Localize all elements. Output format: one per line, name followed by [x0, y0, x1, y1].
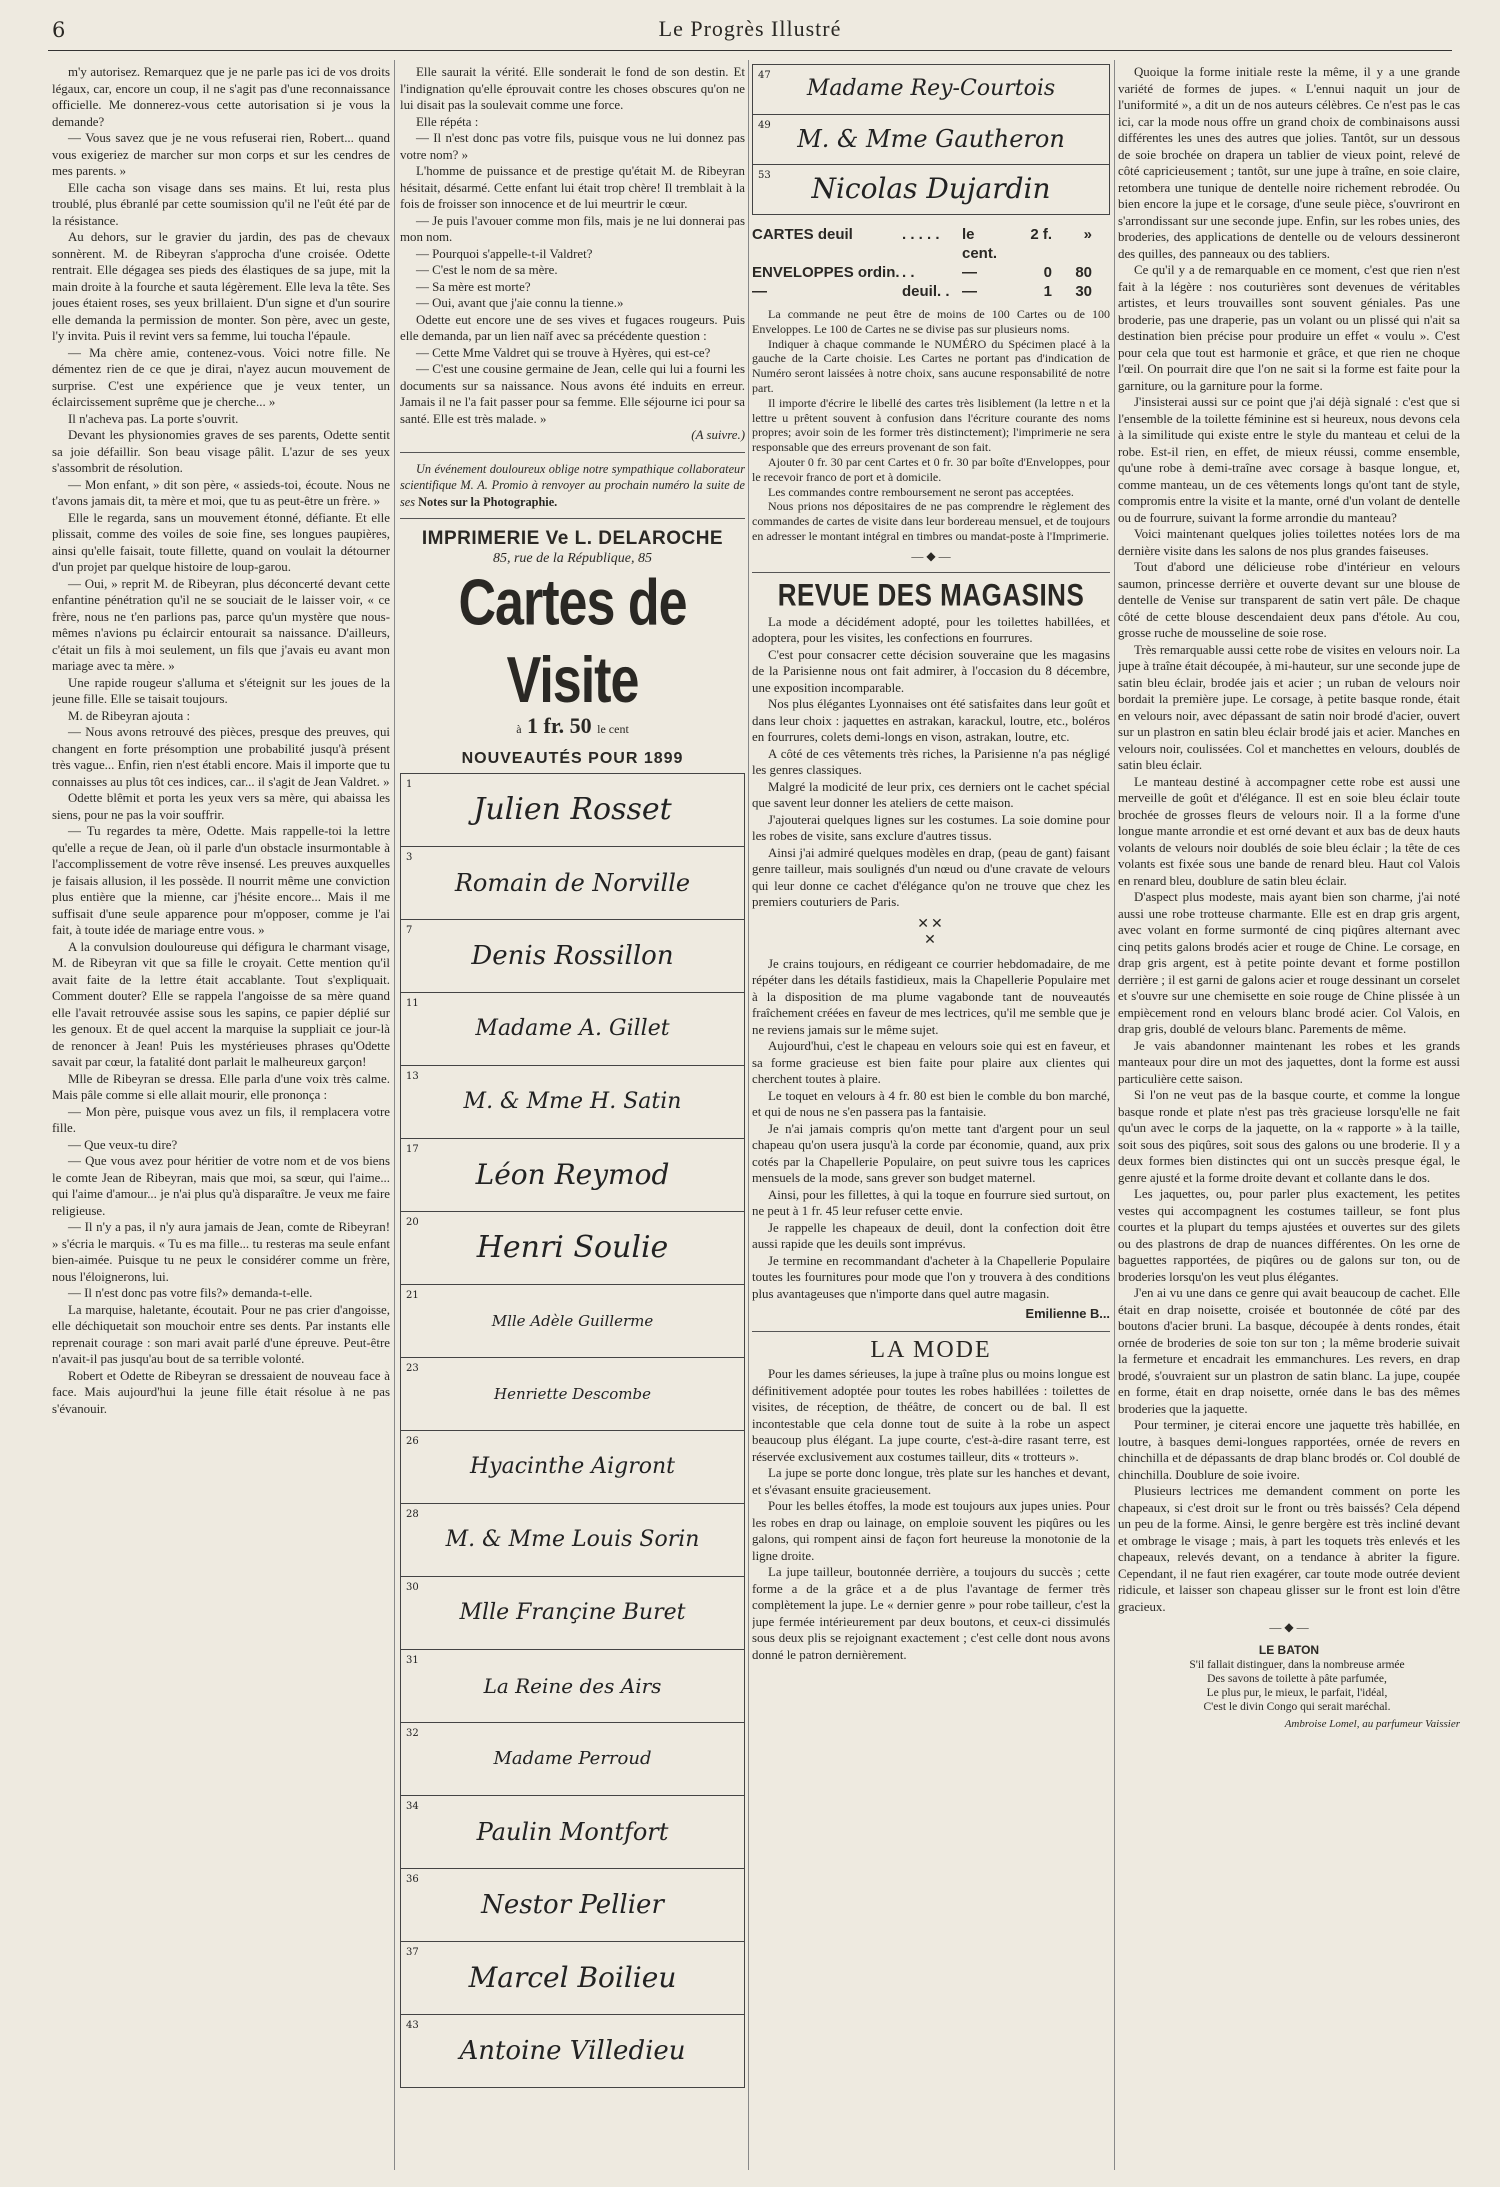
visiting-card-specimen: [401, 1650, 744, 1723]
paragraph: J'en ai vu une dans ce genre qui avait beaucoup de cachet. Elle était en drap noisette, croisée et boutonnée de côté par des boutons d'acier bruni. La basque, découpée à dents rondes, était ornée de broderies de soie ton sur ton ; la même broderie suivait la fermeture et encadrait les emmanchures. Les revers, en drap brodé, s'ouvraient sur un plastron de satin blanc. La jupe, coupée en forme, était en drap noisette, ornée dans le bas des mêmes broderies que la jaquette.: [1118, 1286, 1460, 1416]
paragraph: — Que veux-tu dire?: [68, 1137, 178, 1152]
paragraph: J'insisterai aussi sur ce point que j'ai déjà signalé : c'est que si l'ensemble de la toilette féminine est si heureux, nous devons cela à la similitude qui existe entre le style du manteau et celui de la robe. Est-il rien, en effet, de mieux réussi, comme ensemble, qu'une robe à demi-traîne avec corsage à basque longue, et, comme manteau, un de ces vêtements longs qu'ont tant de style, compromis entre la visite et la mante, orné d'un volant de dentelle ou de fourrure, suivant la forme arrondie du manteau?: [1118, 395, 1460, 525]
specimen-name: La Reine des Airs: [483, 1673, 662, 1698]
paragraph: Odette blêmit et porta les yeux vers sa mère, qui abaissa les siens, pour ne pas la voir souffrir.: [52, 791, 390, 822]
specimen-name: Julien Rosset: [473, 791, 672, 827]
paragraph: Elle répéta :: [416, 114, 479, 129]
paragraph: Tout d'abord une délicieuse robe d'intérieur en velours saumon, princesse derrière et ouverte devant sur une blouse de dentelle de Venise sur transparent de satin vert pâle. De chaque côté de cette blouse descendaient deux pans d'étole. Au cou, grosse ruche de mousseline de soie rose.: [1118, 560, 1460, 640]
paragraph: Ainsi j'ai admiré quelques modèles en drap, (peau de gant) faisant genre tailleur, mais soulignés d'un nœud ou d'une cravate de velours qui leur donne ce cachet d'élégance qu'on ne trouve que chez les premiers couturiers de Paris.: [752, 845, 1110, 910]
page-number: 6: [52, 18, 66, 42]
specimen-name: Madame Perroud: [493, 1747, 652, 1769]
price-unit: —: [962, 283, 977, 300]
paragraph: — Mon enfant, » dit son père, « assieds-toi, écoute. Nous ne t'avons jamais dit, ta mère et moi, que tu as peut-être un frère. »: [52, 477, 390, 508]
paragraph: — Je puis l'avouer comme mon fils, mais je ne lui donnerai pas mon nom.: [400, 213, 745, 244]
paragraph: Ainsi, pour les fillettes, à qui la toque en fourrure sied surtout, on ne peut à 1 fr. 45 leur refuser cette envie.: [752, 1187, 1110, 1219]
a-suivre: (A suivre.): [691, 428, 745, 442]
mode-text-continued: [1118, 64, 1460, 1615]
header-rule: [48, 50, 1452, 51]
feuilleton-continued: [400, 64, 745, 427]
price-unit: le cent.: [962, 226, 998, 262]
ad-nouveautes: NOUVEAUTÉS POUR 1899: [461, 749, 684, 767]
visiting-card-specimen: [401, 1285, 744, 1358]
price-table: [752, 225, 1110, 301]
paragraph: Il n'acheva pas. La porte s'ouvrit.: [68, 411, 239, 426]
price-c: 30: [1075, 283, 1092, 300]
paragraph: D'aspect plus modeste, mais ayant bien son charme, j'ai noté aussi une robe trotteuse charmante. Elle est en drap gris argent, avec volant en forme surmonté de cinq piqûres alternant avec cinq petits galons brodés acier et rouge de Chine. Le corsage, en drap gris argent, est à petite pointe devant et forme postillon derrière ; il est garni de galons acier et rouge dessinant un corselet et s'ouvre sur une chemisette en soie rouge de Chine plissée à un empiècement rond en velours blanc brodé acier. Col Valois, en drap gris, doublé de velours blanc. Parements de même.: [1118, 890, 1460, 1036]
paragraph: La commande ne peut être de moins de 100 Cartes ou de 100 Enveloppes. Le 100 de Cartes ne se divise pas sur plusieurs noms.: [752, 307, 1110, 336]
paragraph: — Nous avons retrouvé des pièces, presque des preuves, qui changent en forte présomption une probabilité jusqu'à présent très vague... Enfin, rien n'est établi encore. Mais il importe que tu connaisses au plus tôt ces indices, car... il s'agit de Jean Valdret. »: [52, 725, 390, 789]
column-3: [752, 64, 1110, 2164]
paragraph: Elle cacha son visage dans ses mains. Et lui, resta plus troublé, plus ébranlé par cette soumission qu'il ne l'eût été par de la résistance.: [52, 180, 390, 228]
paragraph: Pour terminer, je citerai encore une jaquette très habillée, en loutre, à basques demi-longues rapportées, ornée de revers en chinchilla et de dépassants de drap blanc brodés or. Col doublé de chinchilla. Doublure de soie ivoire.: [1118, 1418, 1460, 1482]
paragraph: Je rappelle les chapeaux de deuil, dont la confection doit être aussi rapide que les deuils sont imprévus.: [752, 1220, 1110, 1252]
specimen-name: Mlle Françine Buret: [459, 1599, 686, 1625]
specimen-number: 7: [406, 925, 413, 936]
paragraph: La marquise, haletante, écoutait. Pour ne pas crier d'angoisse, elle déchiquetait son mouchoir entre ses dents. Par instants elle reprenait courage : son mari avait parlé d'une épreuve. Peut-être n'avait-il pas jusqu'au bout de sa terrible volonté.: [52, 1302, 390, 1366]
paragraph: — Vous savez que je ne vous refuserai rien, Robert... quand vous exigeriez de marcher sur mon corps et sur les cendres de mes parents. »: [52, 131, 390, 178]
visiting-card-specimen: [401, 774, 744, 847]
ornament: — ◆ —: [1269, 1620, 1309, 1634]
visiting-card-specimen: [401, 1796, 744, 1869]
visiting-card-specimen: [401, 1212, 744, 1285]
paragraph: Aujourd'hui, c'est le chapeau en velours soie qui est en faveur, et sa forme gracieuse est bien faite pour plaire aux clientes qui cherchent toutes à plaire.: [752, 1039, 1110, 1087]
paragraph: Odette eut encore une de ses vives et fugaces rougeurs. Puis elle demanda, par un lien naïf avec sa précédente question :: [400, 312, 745, 343]
baton-verses: [1118, 1658, 1460, 1714]
paragraph: Devant les physionomies graves de ses parents, Odette sentit sa joie défaillir. Son beau visage pâlit. L'azur de ses yeux s'assombrit de résolution.: [52, 428, 390, 475]
ad-printer-name: IMPRIMERIE Ve L. DELAROCHE: [421, 528, 724, 549]
specimen-number: 1: [406, 779, 413, 790]
price-unit: —: [962, 264, 977, 281]
paragraph: Nos plus élégantes Lyonnaises ont été satisfaites dans leur goût et dans leur choix : jaquettes en astrakan, karackul, loutre, etc., boléros en fourrures, colets demi-longs en vison, astrakan, loutre, etc.: [752, 697, 1110, 745]
specimen-name: Nestor Pellier: [481, 1889, 664, 1920]
paragraph: Pour les dames sérieuses, la jupe à traîne plus ou moins longue est définitivement adoptée pour toutes les robes habillées : toilettes de visites, de réception, de théâtre, de concert ou de bal. Il est incontestable que cela donne tout de suite à la robe un aspect beaucoup plus élégant. La jupe courte, c'est-à-dire rasant terre, est réservée exclusivement aux costumes tailleur, dits « trotteurs ».: [752, 1367, 1110, 1464]
price-fr: 1: [1043, 283, 1052, 300]
specimen-number: 28: [406, 1509, 419, 1520]
paragraph: — Que vous avez pour héritier de votre nom et de vos biens le comte Jean de Ribeyran, mais que moi, sa sœur, qui l'aime... qui l'aime d'amour... je n'ai plus qu'à disparaître. Je veux me faire religieuse.: [52, 1154, 390, 1218]
card-specimens: [400, 773, 745, 2088]
visiting-card-specimen: [753, 165, 1109, 215]
baton-author: Ambroise Lomel, au parfumeur Vaissier: [1284, 1718, 1460, 1730]
column-rule: [1114, 60, 1115, 2170]
paragraph: Il importe d'écrire le libellé des cartes très lisiblement (la lettre n et la lettre u prêtent souvent à confusion dans l'écriture courante des noms propres; avoir soin de les former très distinctement); l'imprimerie ne sera responsable que des erreurs provenant de son fait.: [752, 395, 1110, 455]
paragraph: — Oui, avant que j'aie connu la tienne.»: [416, 296, 624, 310]
paragraph: Mlle de Ribeyran se dressa. Elle parla d'une voix très calme. Mais pâle comme si elle allait mourir, elle prononça :: [52, 1071, 390, 1102]
paragraph: Une rapide rougeur s'alluma et s'éteignit sur les joues de la jeune fille. Elle se taisait toujours.: [52, 675, 390, 706]
price-row: [752, 225, 1110, 263]
paragraph: — Tu regardes ta mère, Odette. Mais rappelle-toi la lettre qu'elle a reçue de Jean, où il parle d'un obstacle insurmontable à l'accomplissement de votre rêve insensé. Les preuves auxquelles je faisais allusion, il les possède. Il nourrit même une conviction plus entière que la mienne, car j'hésite encore... Mais il me suffisait d'une seule apparence pour m'opposer, comme je l'ai fait, à toute idée de mariage entre vous. »: [52, 824, 390, 937]
paragraph: — Il n'y a pas, il n'y aura jamais de Jean, comte de Ribeyran! » s'écria le marquis. « Tu es ma fille... tu resteras ma seule enfant bien-aimée. Puisque tu ne peux le considérer comme un frère, nous l'éloignerons, lui.: [52, 1220, 390, 1284]
paragraph: J'ajouterai quelques lignes sur les costumes. La soie domine pour les robes de visite, sans exclure d'autres tissus.: [752, 812, 1110, 844]
specimen-number: 32: [406, 1728, 419, 1739]
price-row: [752, 282, 1110, 301]
price-label: CARTES deuil: [752, 226, 853, 243]
mode-title: LA MODE: [870, 1336, 992, 1363]
specimen-name: M. & Mme H. Satin: [463, 1088, 682, 1114]
paragraph: Plusieurs lectrices me demandent comment on porte les chapeaux, si c'est droit sur le front ou très baissés? Cela dépend un peu de la forme. Ainsi, le genre bergère est très incliné devant et ombrage le visage ; mais, à part les toquets très enlevés et les chapeaux, relevés devant, on a tendance à abriter la figure. Cependant, il ne faut rien exagérer, car toute mode outrée devient ridicule, et laisser son chapeau glisser sur le front est loin d'être gracieux.: [1118, 1484, 1460, 1614]
revue-text: [752, 614, 1110, 911]
ad-price: à 1 fr. 50 le cent: [516, 712, 629, 738]
visiting-card-specimen: [401, 1942, 744, 2015]
column-rule: [394, 60, 395, 2170]
specimen-number: 43: [406, 2020, 419, 2031]
paragraph: Pour les belles étoffes, la mode est toujours aux jupes unies. Pour les robes en drap ou lainage, on emploie souvent les piqûres ou les galons, qui rompent ainsi de façon fort heureuse la monotonie de la ligne droite.: [752, 1499, 1110, 1563]
paragraph: A côté de ces vêtements très riches, la Parisienne n'a pas négligé les genres classiques.: [752, 746, 1110, 778]
verse-line: Des savons de toilette à pâte parfumée,: [1207, 1673, 1387, 1685]
price-c: »: [1083, 226, 1092, 243]
column-rule: [748, 60, 749, 2170]
visiting-card-specimen: [401, 1431, 744, 1504]
price-fr: 0: [1043, 264, 1052, 281]
specimen-number: 53: [758, 170, 771, 181]
column-1-feuilleton: [52, 64, 390, 2164]
price-dots: . . . . .: [902, 226, 940, 243]
specimen-name: Antoine Villedieu: [459, 2035, 686, 2066]
visiting-card-specimen: [401, 1358, 744, 1431]
specimen-number: 11: [406, 998, 419, 1009]
revue-title: REVUE DES MAGASINS: [777, 577, 1085, 614]
specimen-number: 3: [406, 852, 413, 863]
specimen-name: Hyacinthe Aigront: [469, 1453, 676, 1479]
verse-line: Le plus pur, le mieux, le parfait, l'idéal,: [1206, 1687, 1388, 1699]
baton-title: LE BATON: [1258, 1642, 1320, 1657]
specimen-name: M. & Mme Louis Sorin: [445, 1526, 700, 1552]
specimen-name: Romain de Norville: [454, 868, 691, 897]
specimen-number: 30: [406, 1582, 419, 1593]
paragraph: Ajouter 0 fr. 30 par cent Cartes et 0 fr. 30 par boîte d'Enveloppes, pour le recevoir franco de port et à domicile.: [752, 454, 1110, 484]
paragraph: — C'est le nom de sa mère.: [416, 263, 558, 277]
paragraph: Au dehors, sur le gravier du jardin, des pas de chevaux sonnèrent. M. de Ribeyran s'approcha d'une croisée. Odette rentrait. Elle dégagea ses pieds des élastiques de sa jupe, mit la main droite à la fourche et sauta légèrement. Elle leva la tête. Ses joues étaient roses, ses yeux brillaient. D'un signe et d'un sourire elle demanda la permission de monter. Son père, avec un geste, l'y invita. Puis il revint vers sa femme, lui toucha l'épaule.: [52, 230, 390, 343]
visiting-card-specimen: [401, 1066, 744, 1139]
visiting-card-specimen: [401, 1504, 744, 1577]
specimen-name: Paulin Montfort: [476, 1817, 669, 1846]
paragraph: Le manteau destiné à accompagner cette robe est aussi une merveille de goût et d'élégance. Il est en soie bleu éclair toute brochée de grosses fleurs de velours noir. Il a la forme d'une longue mante arrondie et est orné devant et aux bas de deux hauts volants de velours noir doublés de soie bleu éclair ; la tête de ces volants est fixée sous une bande de renard bleu. Haut col Valois en renard bleu, doublure de satin bleu éclair.: [1118, 774, 1460, 888]
asterism: ✕✕ ✕: [917, 916, 945, 949]
specimen-number: 26: [406, 1436, 419, 1447]
paragraph: Le toquet en velours à 4 fr. 80 est bien le comble du bon marché, et qui de nous ne s'en passera pas la fantaisie.: [752, 1088, 1110, 1120]
specimen-number: 37: [406, 1947, 419, 1958]
revue-signature: Emilienne B...: [1025, 1306, 1110, 1322]
specimen-name: M. & Mme Gautheron: [797, 125, 1065, 154]
price-fr: 2 f.: [1030, 226, 1052, 243]
specimen-number: 47: [758, 70, 771, 81]
separator: [752, 572, 1110, 573]
separator: [400, 452, 745, 453]
paragraph: — Ma chère amie, contenez-vous. Voici notre fille. Ne démentez rien de ce que je dirai, n'ayez aucun mouvement de surprise. C'est une expérience que je veux tenter, un éclaircissement suprême que je cherche... »: [52, 345, 390, 409]
paragraph: Ce qu'il y a de remarquable en ce moment, c'est que rien n'est fait à la légère : nos couturières sont devenues de véritables artistes, et leurs trouvailles sont souvent géniales. Pas une broderie, pas une draperie, pas un volant ou un plissé qui n'ait sa destination bien précise pour produire un effet « voulu ». C'est pour cela que tout est harmonie et grâce, et que rien ne choque l'œil. On pourrait dire que l'on ne sait si la forme est faite pour la garniture, ou la garniture pour la forme.: [1118, 263, 1460, 393]
visiting-card-specimen: [753, 65, 1109, 115]
visiting-card-specimen: [401, 920, 744, 993]
notice: Un événement douloureux oblige notre sympathique collaborateur scientifique M. A. Promio à renvoyer au prochain numéro la suite de ses Notes sur la Photographie.: [400, 461, 745, 509]
price-row: [752, 263, 1110, 282]
visiting-card-specimen: [401, 1869, 744, 1942]
masthead: Le Progrès Illustré: [658, 16, 842, 41]
visiting-card-specimen: [401, 1139, 744, 1212]
verse-line: S'il fallait distinguer, dans la nombreuse armée: [1189, 1659, 1405, 1671]
ornament: — ◆ —: [911, 548, 951, 563]
paragraph: La jupe se porte donc longue, très plate sur les hanches et devant, et s'évasant ensuite gracieusement.: [752, 1466, 1110, 1497]
separator: [752, 1331, 1110, 1332]
paragraph: Indiquer à chaque commande le NUMÉRO du Spécimen placé à la gauche de la Carte choisie. Les Cartes ne portant pas d'indication de Numéro seront laissées à notre choix, sans aucune responsabilité de notre part.: [752, 336, 1110, 395]
specimen-number: 36: [406, 1874, 419, 1885]
paragraph: A la convulsion douloureuse qui défigura le charmant visage, M. de Ribeyran vit que sa fille le croyait. Cette mention qu'il avait faite de la lettre était accablante. Tout s'expliquait. Comment douter? Elle se rappela l'angoisse de sa mère quand elle l'avait retrouvée assise sous les sapins, ce papier déplié sur les genoux. Et de quel accent la marquise la suppliait ce jour-là de renoncer à Jean! Puis les mystérieuses phrases qu'Odette savait par cœur, la fatalité dont parlait le malheureux garçon!: [52, 939, 390, 1069]
ad-address: 85, rue de la République, 85: [492, 551, 653, 566]
price-label: ENVELOPPES ordin.: [752, 264, 900, 281]
specimen-number: 21: [406, 1290, 419, 1301]
paragraph: Robert et Odette de Ribeyran se dressaient de nouveau face à face. Mais aujourd'hui la jeune fille était résolue à ne pas s'évanouir.: [52, 1368, 390, 1416]
paragraph: Très remarquable aussi cette robe de visites en velours noir. La jupe à traîne était découpée, à mi-hauteur, sur une seconde jupe de satin bleu éclair, brodée jais et acier ; un ruban de velours noir bordait la première jupe. Le corsage, à petite basque ronde, était en velours noir, avec dépassant de satin noir brodé d'acier, ouvert sur un plastron en satin bleu éclair brodé jais et acier. Manches en velours noir, coulissées. Col et manchettes en velours, doublés de satin bleu éclair.: [1118, 642, 1460, 772]
specimen-number: 34: [406, 1801, 419, 1812]
paragraph: — Sa mère est morte?: [416, 279, 531, 294]
separator: [400, 518, 745, 519]
mode-text: [752, 1366, 1110, 1663]
specimen-name: Madame Rey-Courtois: [806, 76, 1056, 102]
revue-text-2: [752, 956, 1110, 1303]
price-dots: deuil. .: [902, 283, 950, 300]
specimen-number: 23: [406, 1363, 419, 1374]
paragraph: — C'est une cousine germaine de Jean, celle qui lui a fourni les documents sur sa naissance. Nous avons été induits en erreur. Jamais il ne l'a fait passer pour sa femme. Elle séjourne ici pour sa santé. Elle est très malade. »: [400, 362, 745, 426]
specimen-name: Madame A. Gillet: [475, 1015, 670, 1041]
paragraph: La mode a décidément adopté, pour les toilettes habillées, et adoptera, pour les visites, les confections en fourrures.: [752, 614, 1110, 646]
paragraph: Les jaquettes, ou, pour parler plus exactement, les petites vestes qui accompagnent les costumes tailleur, se font plus courtes et la plupart du temps ajustées et ouvertes sur des gilets ou des plastrons de drap de nuances différentes. On les orne de baguettes rapportées, de piqûres ou de galons sur ton, ou de broderies lorsqu'on les veut plus élégantes.: [1118, 1187, 1460, 1284]
column-2: [400, 64, 745, 2164]
paragraph: — Oui, » reprit M. de Ribeyran, plus déconcerté devant cette enfantine pénétration qu'il ne se souciait de le laisser voir, « ce frère, nous ne t'en parlions pas, parce qu'un mystère que nous-mêmes n'avions pu éclaircir entourait sa naissance. D'ailleurs, c'était un fils à moi seulement, un fils que j'avais eu avant mon mariage avec ta mère. »: [52, 576, 390, 673]
paragraph: Nous prions nos dépositaires de ne pas comprendre le règlement des commandes de cartes de visite dans leur bordereau mensuel, et de toujours en adresser le montant intégral en timbres ou mandat-poste à l'Imprimerie.: [752, 499, 1110, 543]
visiting-card-specimen: [401, 847, 744, 920]
specimen-number: 13: [406, 1071, 419, 1082]
paragraph: Je vais abandonner maintenant les robes et les grands manteaux pour dire un mot des jaquettes, dont la forme est aussi particulière cette saison.: [1118, 1038, 1460, 1086]
paragraph: — Il n'est donc pas votre fils, puisque vous ne lui donnez pas votre nom? »: [400, 131, 745, 162]
specimen-name: Henriette Descombe: [494, 1384, 651, 1403]
paragraph: — Il n'est donc pas votre fils?» demanda-t-elle.: [68, 1286, 313, 1300]
paragraph: — Mon père, puisque vous avez un fils, il remplacera votre fille.: [52, 1104, 390, 1135]
paragraph: Voici maintenant quelques jolies toilettes notées lors de ma dernière visite dans les salons de nos plus grandes faiseuses.: [1118, 527, 1460, 558]
paragraph: C'est pour consacrer cette décision souveraine que les magasins de la Parisienne nous ont fait admirer, à l'occasion du 8 décembre, une exposition incomparable.: [752, 647, 1110, 695]
paragraph: Je crains toujours, en rédigeant ce courrier hebdomadaire, de me répéter dans les détails fastidieux, mais la Chapellerie Populaire met à la disposition de ma plume vagabonde tant de nouveautés fraîchement créées en faveur de mes lectrices, qu'il me semble que je ne reviens jamais sur le même sujet.: [752, 956, 1110, 1037]
paragraph: Je termine en recommandant d'acheter à la Chapellerie Populaire toutes les fournitures pour mode que l'on y trouvera à des conditions plus avantageuses que n'importe dans quel autre magasin.: [752, 1253, 1110, 1301]
verse-line: C'est le divin Congo qui serait maréchal.: [1203, 1701, 1391, 1713]
paragraph: Les commandes contre remboursement ne seront pas acceptées.: [768, 484, 1074, 499]
paragraph: Elle saurait la vérité. Elle sonderait le fond de son destin. Et l'indignation qu'elle éprouvait contre les choses obscures qu'on ne lui disait pas la soulevait comme une force.: [400, 65, 745, 112]
paragraph: m'y autorisez. Remarquez que je ne parle pas ici de vos droits légaux, car, encore un coup, il ne s'agit pas d'une reconnaissance officielle. Me donnerez-vous cette autorisation si je vous la demande?: [52, 65, 390, 129]
paragraph: — Pourquoi s'appelle-t-il Valdret?: [416, 246, 593, 261]
ad-headline: Cartes de Visite: [458, 566, 687, 717]
paragraph: L'homme de puissance et de prestige qu'était M. de Ribeyran hésitait, désarmé. Cette enfant lui était trop chère! Il tremblait à la fois de froisser son innocence et de lui meurtrir le cœur.: [400, 164, 745, 211]
price-label: —: [752, 283, 767, 300]
paragraph: Elle le regarda, sans un mouvement étonné, défiante. Et elle plissait, comme des voiles de soie fine, ses longues paupières, ainsi qu'elle faisait, toute fillette, quand on voulait la détourner d'un projet par quelque histoire de loup-garou.: [52, 510, 390, 574]
card-specimens-continued: [752, 64, 1110, 215]
specimen-name: Nicolas Dujardin: [811, 172, 1051, 206]
visiting-card-specimen: [401, 993, 744, 1066]
specimen-name: Henri Soulie: [476, 1229, 669, 1265]
specimen-name: Léon Reymod: [475, 1157, 670, 1191]
paragraph: Si l'on ne veut pas de la basque courte, et comme la longue basque ronde et plate n'est pas très gracieuse lorsqu'elle ne fait qu'un avec le corps de la jaquette, on la « rapporte » à la taille, soit sous des piqûres, soit sous des galons ou une broderie. Il y a deux formes bien distinctes qui ont un succès presque égal, le genre ajusté et la forme droite devant et collante dans le dos.: [1118, 1088, 1460, 1185]
price-c: 80: [1075, 264, 1092, 281]
price-dots: . .: [902, 264, 915, 281]
specimen-name: Denis Rossillon: [471, 940, 674, 971]
paragraph: Quoique la forme initiale reste la même, il y a une grande variété de formes de jupes. « L'ennui naquit un jour de l'uniformité », a dit un de nos auteurs célèbres. Ce n'est pas le cas ici, car la mode nous offre un grand choix de combinaisons aussi différentes les unes des autres que jolies. Tantôt, sur un dessous de soie brochée on drapera un tablier de vieux point, relevé de côté capricieusement ; tantôt, sur une jupe à traîne, en soie claire, retombera une tunique de dentelle noire richement rebrodée. Ou bien encore la jupe et le corsage, d'une seule pièce, s'ouvriront en s'arrondissant sur une seconde jupe. Enfin, sur les robes unies, des broderies, des applications de dentelle ou de velours dessineront des quilles, des panneaux ou des tabliers.: [1118, 65, 1460, 261]
visiting-card-specimen: [753, 115, 1109, 165]
specimen-name: Mlle Adèle Guillerme: [491, 1311, 654, 1330]
visiting-card-specimen: [401, 1577, 744, 1650]
column-4: [1118, 64, 1460, 2164]
visiting-card-specimen: [401, 2015, 744, 2088]
paragraph: Je n'ai jamais compris qu'on mette tant d'argent pour un seul chapeau qu'on usera jusqu'à la corde par économie, quand, aux prix cotés par la Chapellerie Populaire, on peut suivre tous les caprices mensuels de la mode, sans grever son budget maternel.: [752, 1121, 1110, 1186]
visiting-card-specimen: [401, 1723, 744, 1796]
specimen-name: Marcel Boilieu: [468, 1960, 677, 1994]
paragraph: Malgré la modicité de leur prix, ces derniers ont le cachet spécial que savent leur donner les ateliers de cette maison.: [752, 779, 1110, 811]
order-conditions: [752, 307, 1110, 544]
paragraph: La jupe tailleur, boutonnée derrière, a toujours du succès ; cette forme a de la grâce et a de plus l'avantage de fermer très complètement la jupe. Le « dernier genre » pour robe tailleur, c'est la jupe fermée intérieurement par deux boutons, et ceux-ci dissimulés sous deux plis se rejoignant exactement ; c'est celle dont nous avons donné le patron dernièrement.: [752, 1565, 1110, 1662]
specimen-number: 49: [758, 120, 771, 131]
specimen-number: 17: [406, 1144, 419, 1155]
paragraph: M. de Ribeyran ajouta :: [68, 708, 191, 723]
paragraph: — Cette Mme Valdret qui se trouve à Hyères, qui est-ce?: [416, 345, 711, 360]
specimen-number: 20: [406, 1217, 419, 1228]
specimen-number: 31: [406, 1655, 419, 1666]
